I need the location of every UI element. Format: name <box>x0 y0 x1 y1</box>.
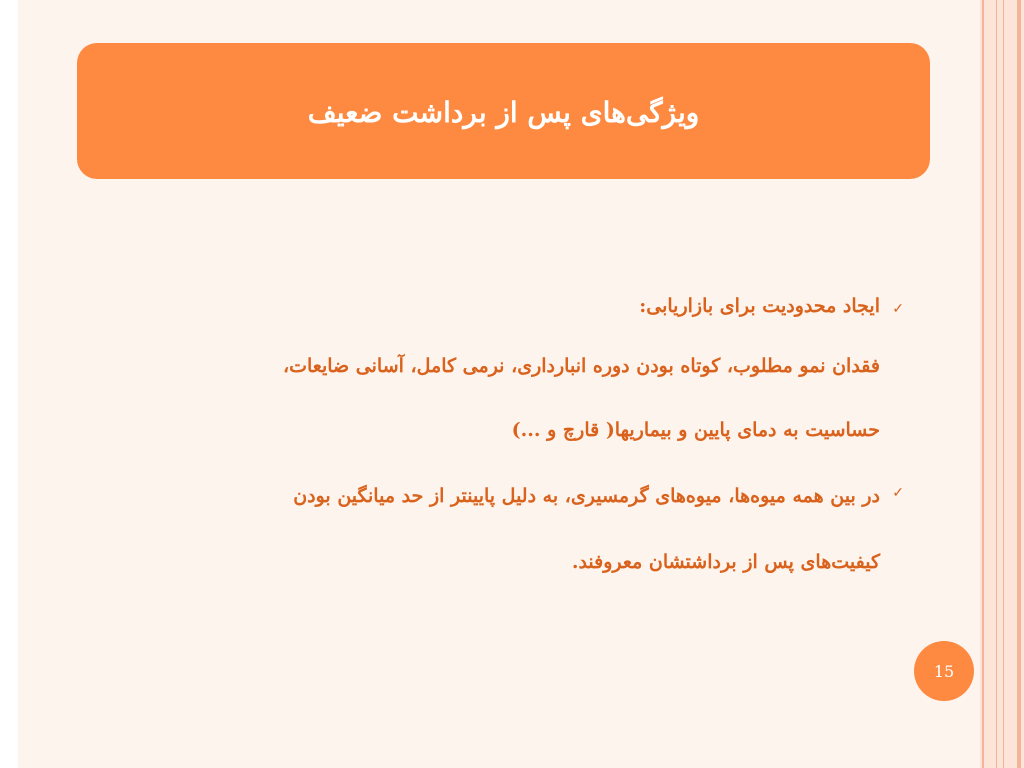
title-banner <box>77 43 930 179</box>
stripe-line <box>982 0 984 768</box>
page-number: 15 <box>933 661 955 681</box>
bullet-item <box>80 278 904 334</box>
page-number-badge <box>914 641 974 701</box>
decorative-stripes <box>980 0 1024 768</box>
bullet-item <box>80 462 904 530</box>
bullet-text-line: فقدان نمو مطلوب، کوتاه بودن دوره انبارداری، نرمی کامل، آسانی ضایعات، <box>283 355 880 377</box>
checkmark-icon: ✓ <box>892 301 904 317</box>
bullet-text-line: حساسیت به دمای پایین و بیماریها( قارچ و ...) <box>511 419 880 441</box>
slide-title: ویژگی‌های پس از برداشت ضعیف <box>307 95 700 129</box>
slide-content <box>80 278 904 594</box>
stripe-line <box>996 0 997 768</box>
bullet-text-line: در بین همه میوه‌ها، میوه‌های گرمسیری، به دلیل پایینتر از حد میانگین بودن <box>293 485 880 507</box>
bullet-text-line: کیفیت‌های پس از برداشتشان معروفند. <box>571 551 880 573</box>
stripe-line <box>1017 0 1021 768</box>
bullet-heading: ایجاد محدودیت برای بازاریابی: <box>639 295 880 317</box>
checkmark-icon: ✓ <box>892 485 904 501</box>
stripe-line <box>1003 0 1004 768</box>
